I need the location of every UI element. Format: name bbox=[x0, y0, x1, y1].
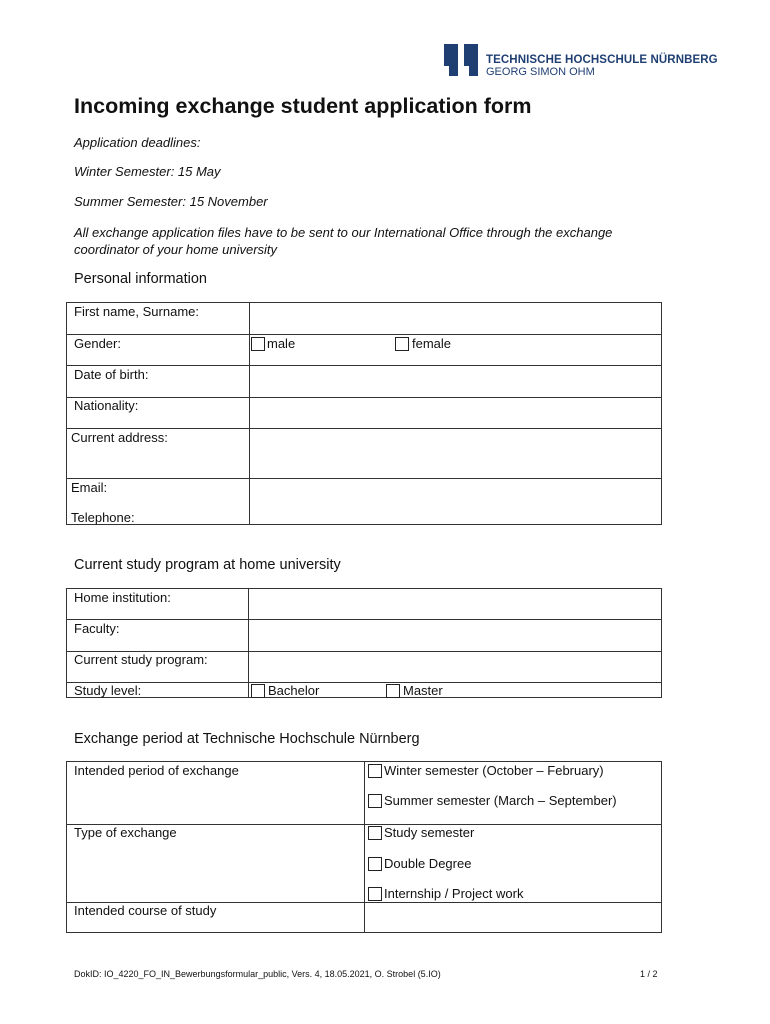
internship-label: Internship / Project work bbox=[384, 886, 524, 901]
bachelor-option-label: Bachelor bbox=[268, 683, 320, 698]
page-number: 1 / 2 bbox=[640, 969, 658, 979]
period-label: Intended period of exchange bbox=[74, 763, 239, 778]
dob-field[interactable] bbox=[250, 366, 661, 397]
master-option-label: Master bbox=[403, 683, 443, 698]
faculty-field[interactable] bbox=[249, 620, 661, 651]
name-label: First name, Surname: bbox=[74, 304, 199, 319]
female-checkbox[interactable] bbox=[395, 337, 409, 351]
male-checkbox[interactable] bbox=[251, 337, 265, 351]
program-field[interactable] bbox=[249, 652, 661, 682]
submission-note: All exchange application files have to be sent to our International Office through the exchange coordinator of your home university bbox=[74, 225, 613, 257]
institution-field[interactable] bbox=[249, 589, 661, 619]
program-label: Current study program: bbox=[74, 652, 208, 667]
double-degree-checkbox[interactable] bbox=[368, 857, 382, 871]
study-program-heading: Current study program at home university bbox=[74, 557, 341, 573]
gender-label: Gender: bbox=[74, 336, 121, 351]
study-program-table bbox=[66, 588, 662, 698]
institution-label: Home institution: bbox=[74, 590, 171, 605]
female-option-label: female bbox=[412, 336, 452, 351]
page-title: Incoming exchange student application form bbox=[74, 94, 532, 118]
summer-deadline: Summer Semester: 15 November bbox=[74, 194, 268, 209]
double-degree-label: Double Degree bbox=[384, 856, 472, 871]
exchange-period-heading: Exchange period at Technische Hochschule Nürnberg bbox=[74, 731, 420, 747]
summer-semester-checkbox[interactable] bbox=[368, 794, 382, 808]
university-logo bbox=[444, 44, 478, 76]
study-level-label: Study level: bbox=[74, 683, 142, 698]
address-field[interactable] bbox=[250, 429, 661, 478]
telephone-label: Telephone: bbox=[71, 510, 135, 525]
summer-semester-label: Summer semester (March – September) bbox=[384, 793, 617, 808]
study-semester-label: Study semester bbox=[384, 825, 475, 840]
exchange-period-table bbox=[66, 761, 662, 933]
master-checkbox[interactable] bbox=[386, 684, 400, 698]
winter-semester-label: Winter semester (October – February) bbox=[384, 763, 604, 778]
document-id: DokID: IO_4220_FO_IN_Bewerbungsformular_public, Vers. 4, 18.05.2021, O. Strobel (5.IO) bbox=[74, 969, 441, 979]
course-field[interactable] bbox=[365, 903, 661, 932]
internship-checkbox[interactable] bbox=[368, 887, 382, 901]
name-field[interactable] bbox=[250, 303, 661, 334]
male-option-label: male bbox=[267, 336, 296, 351]
nationality-label: Nationality: bbox=[74, 398, 139, 413]
logo-text-line1: TECHNISCHE HOCHSCHULE NÜRNBERG bbox=[486, 54, 718, 66]
contact-field[interactable] bbox=[250, 479, 661, 524]
study-semester-checkbox[interactable] bbox=[368, 826, 382, 840]
logo-text-line2: GEORG SIMON OHM bbox=[486, 66, 595, 78]
deadlines-heading: Application deadlines: bbox=[74, 135, 201, 150]
winter-semester-checkbox[interactable] bbox=[368, 764, 382, 778]
personal-info-heading: Personal information bbox=[74, 271, 207, 287]
winter-deadline: Winter Semester: 15 May bbox=[74, 164, 221, 179]
email-label: Email: bbox=[71, 480, 108, 495]
nationality-field[interactable] bbox=[250, 398, 661, 428]
exchange-type-label: Type of exchange bbox=[74, 825, 177, 840]
faculty-label: Faculty: bbox=[74, 621, 120, 636]
course-label: Intended course of study bbox=[74, 903, 217, 918]
bachelor-checkbox[interactable] bbox=[251, 684, 265, 698]
dob-label: Date of birth: bbox=[74, 367, 149, 382]
address-label: Current address: bbox=[71, 430, 168, 445]
personal-info-table bbox=[66, 302, 662, 525]
